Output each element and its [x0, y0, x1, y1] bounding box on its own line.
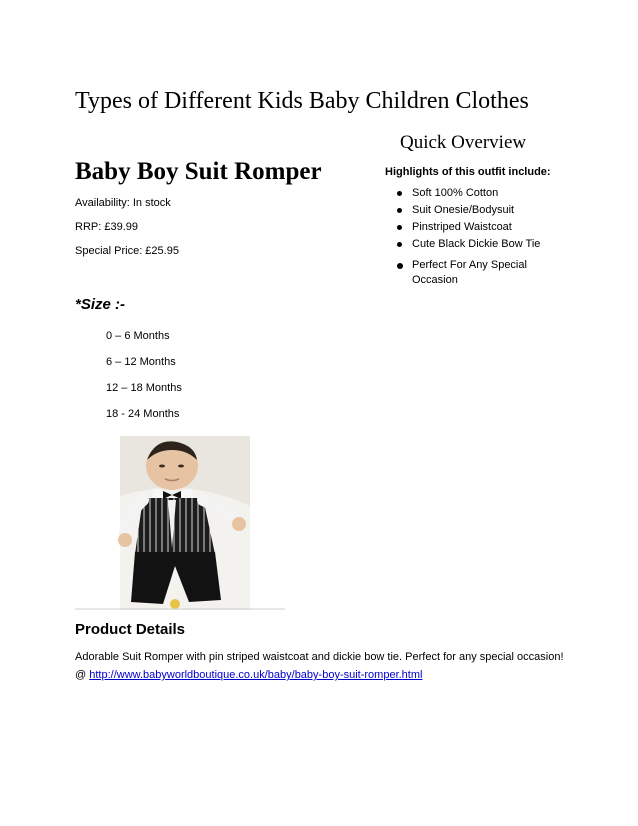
highlight-item: Perfect For Any Special Occasion [397, 258, 542, 288]
special-price: Special Price: £25.95 [75, 245, 179, 257]
size-option: 0 – 6 Months [106, 330, 170, 342]
size-option: 18 - 24 Months [106, 408, 180, 420]
product-name: Baby Boy Suit Romper [75, 158, 322, 185]
product-details-heading: Product Details [75, 621, 186, 638]
product-details-description: Adorable Suit Romper with pin striped waistcoat and dickie bow tie. Perfect for any special occasion! @ [75, 651, 564, 681]
highlights-heading: Highlights of this outfit include: [385, 166, 551, 178]
size-list [106, 327, 182, 431]
size-option: 12 – 18 Months [106, 382, 182, 394]
highlight-item: Soft 100% Cotton [397, 186, 542, 203]
size-heading: *Size :- [75, 296, 126, 313]
highlight-item: Pinstriped Waistcoat [397, 220, 542, 237]
availability-text: Availability: In stock [75, 197, 171, 209]
highlight-item: Cute Black Dickie Bow Tie [397, 237, 542, 254]
highlight-item: Suit Onesie/Bodysuit [397, 203, 542, 220]
baby-suit-romper-photo [75, 436, 285, 610]
rrp-price: RRP: £39.99 [75, 221, 138, 233]
size-option: 6 – 12 Months [106, 356, 176, 368]
highlights-list [397, 186, 542, 288]
product-link[interactable]: http://www.babyworldboutique.co.uk/baby/baby-boy-suit-romper.html [89, 669, 423, 681]
quick-overview-heading: Quick Overview [400, 132, 527, 153]
product-details-text [75, 648, 575, 684]
document-title: Types of Different Kids Baby Children Clothes [75, 88, 529, 114]
